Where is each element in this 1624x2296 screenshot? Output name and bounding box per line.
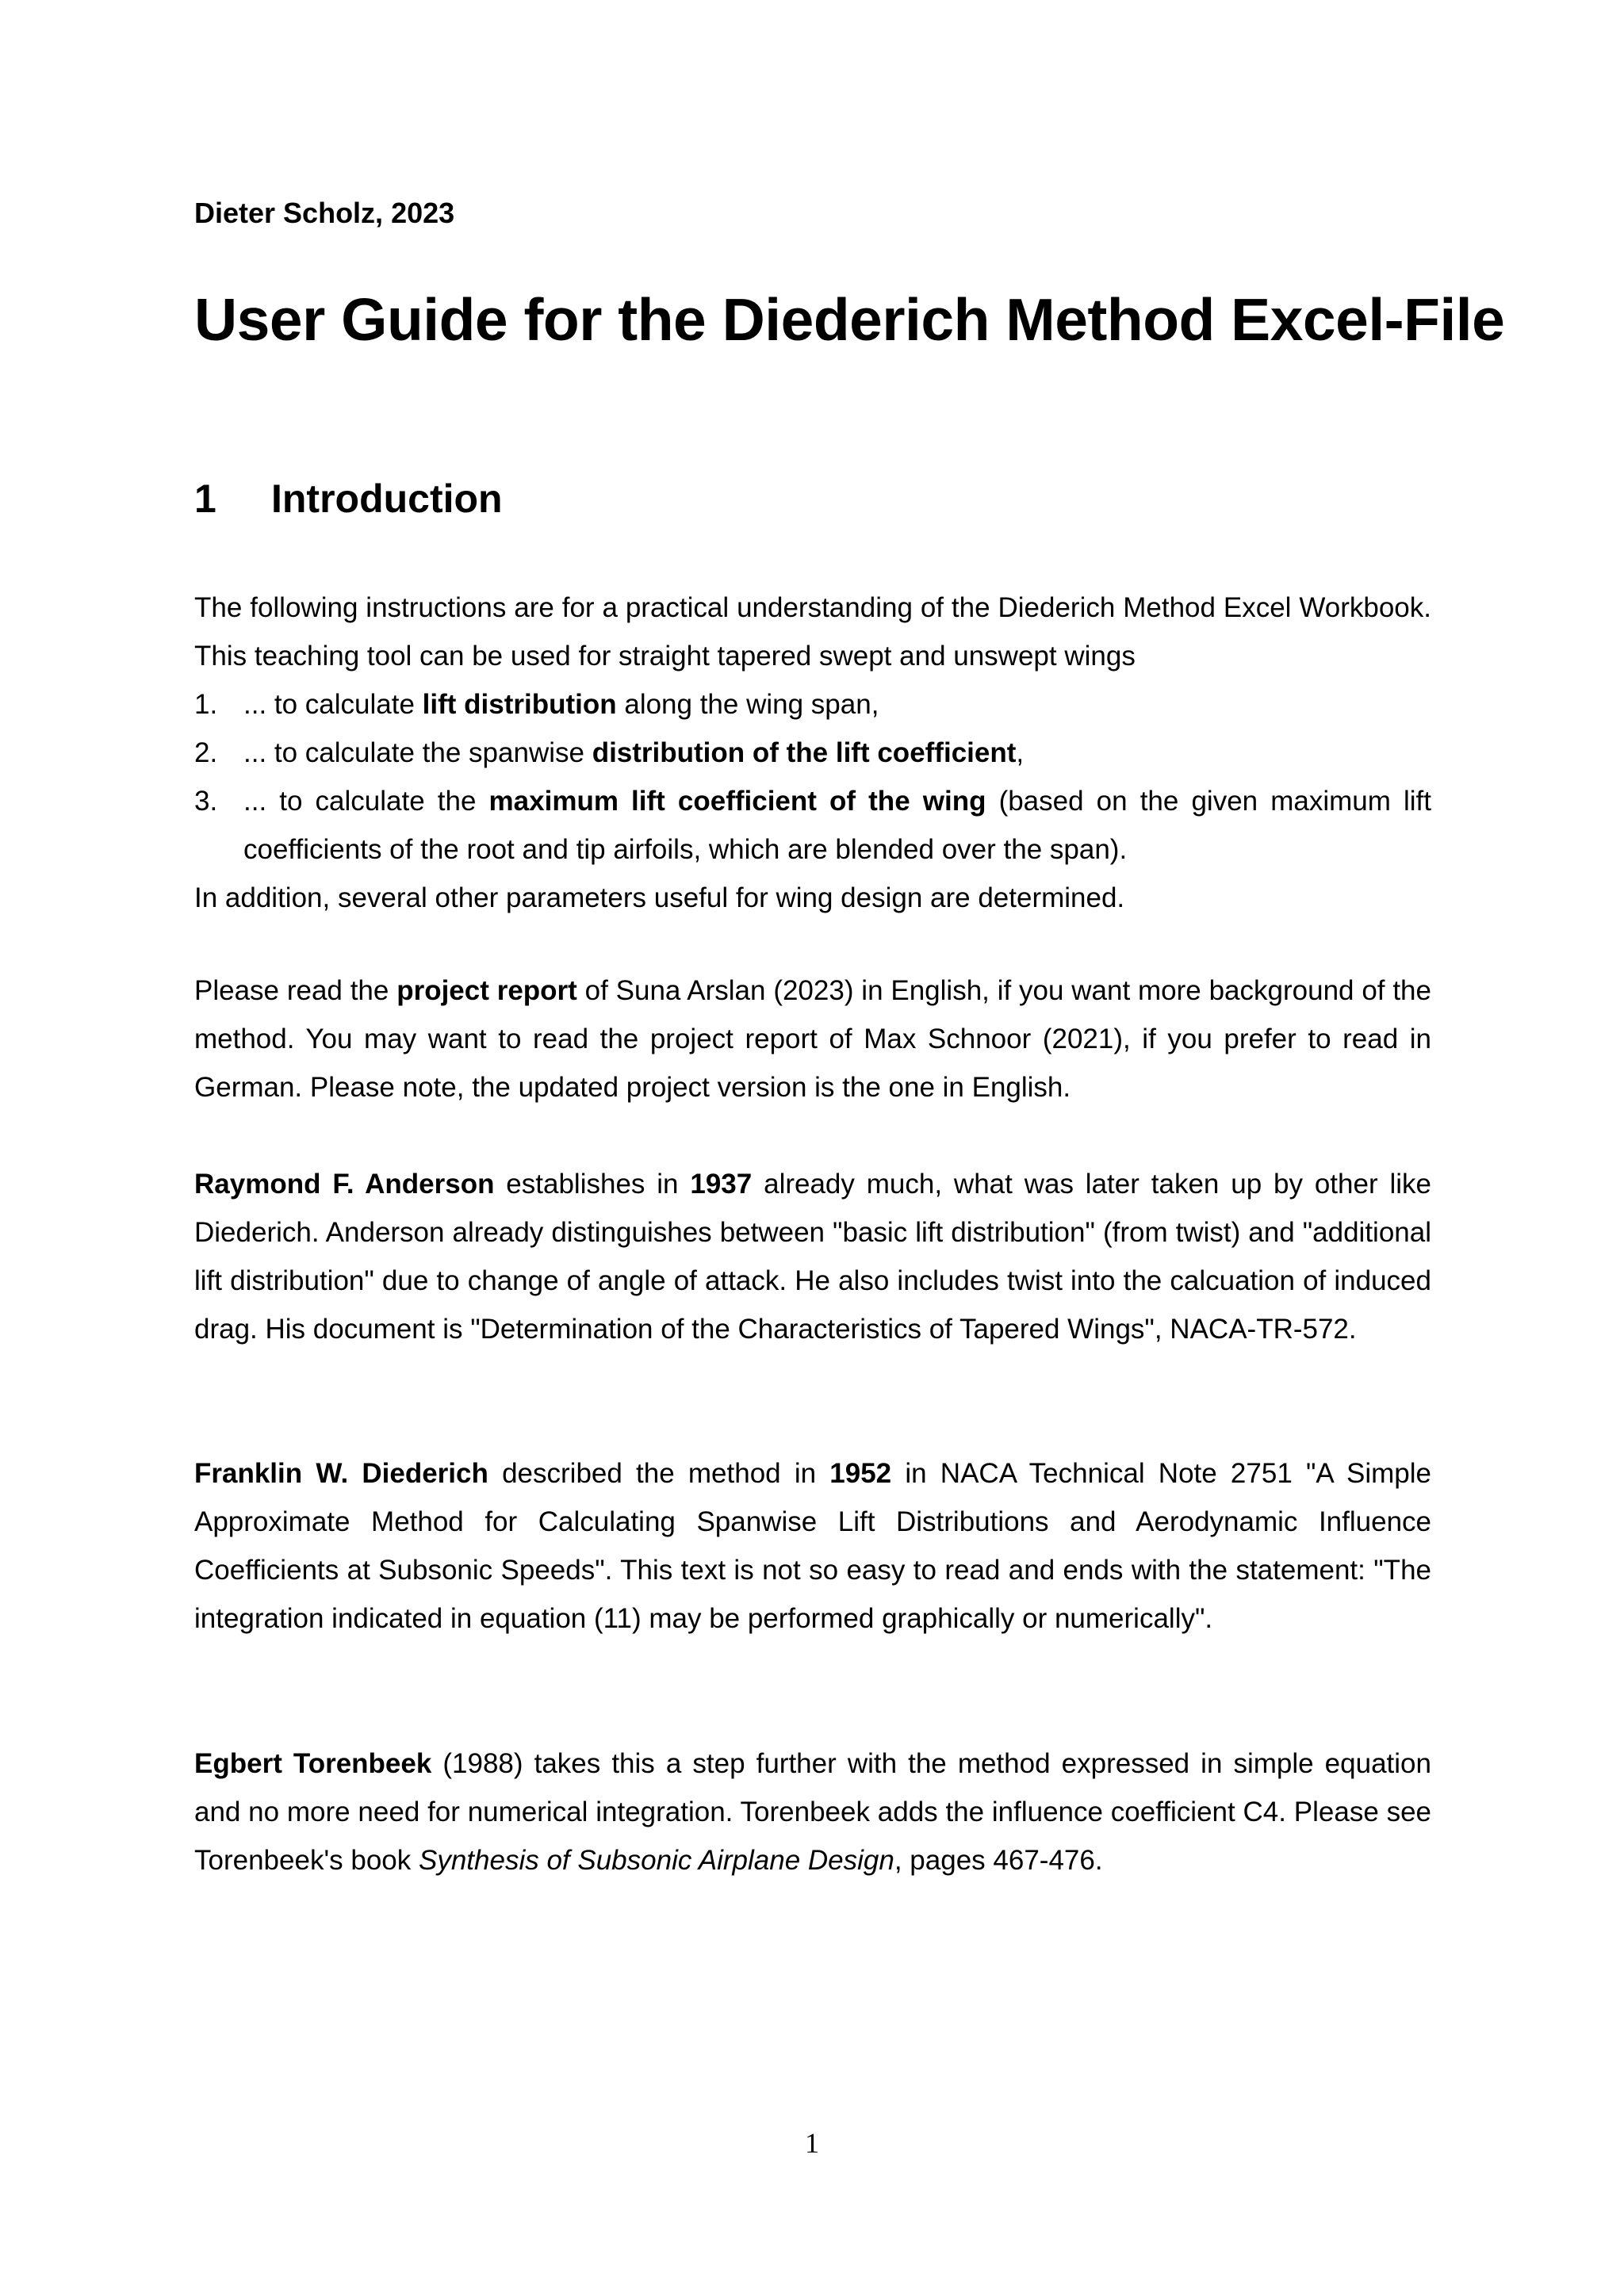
list-item-text: ... to calculate the [243,786,489,817]
list-item-emphasis: distribution of the lift coefficient [592,737,1017,768]
person-name: Egbert Torenbeek [194,1748,432,1779]
section-number: 1 [194,476,216,521]
list-item [194,680,1431,729]
list-item-text: ... to calculate [243,689,423,720]
paragraph-text-run: of Suna Arslan (2023) in English, if you want more background of the method. You may want to read the project report of Max Schnoor (2021), if you prefer to read in German. Please note, the updated project version is the one in English. [194,975,1431,1103]
list-item-text: (based on the given maximum lift coefficients of the root and tip airfoils, which are blended over the span). [243,786,1431,865]
list-item-emphasis: maximum lift coefficient of the wing [488,786,986,817]
list-item-text: , [1016,737,1025,768]
person-name: Franklin W. Diederich [194,1458,488,1489]
paragraph-text-run: (1988) takes this a step further with the method expressed in simple equation and no more need for numerical integration. Torenbeek adds the influence coefficient C4. Please see Torenbeek's book [194,1748,1431,1876]
page-number: 1 [805,2127,819,2159]
paragraph-text-run: establishes in [494,1169,691,1200]
paragraph-text-run: in NACA Technical Note 2751 "A Simple Approximate Method for Calculating Spanwise Lift Distributions and Aerodynamic Influence Coefficients at Subsonic Speeds". This text is not so easy to read and ends with the statement: "The integration indicated in equation (11) may be performed graphically or numerically". [194,1458,1432,1634]
year: 1952 [829,1458,892,1489]
intro-block [194,584,1431,922]
year: 1937 [690,1169,753,1200]
paragraph-text-run: Please read the [194,975,397,1006]
list-item-number: 3. [194,786,218,817]
intro-lead: The following instructions are for a practical understanding of the Diederich Method Excel Workbook. This teaching tool can be used for straight tapered swept and unswept wings [194,592,1431,672]
paragraph-text [194,966,1431,1112]
book-title: Synthesis of Subsonic Airplane Design [418,1845,894,1876]
author-line: Dieter Scholz, 2023 [194,197,455,229]
intro-closing: In addition, several other parameters useful for wing design are determined. [194,882,1125,913]
paragraph-emphasis: project report [396,975,577,1006]
paragraph-text-run: described the method in [488,1458,830,1489]
person-name: Raymond F. Anderson [194,1169,495,1200]
section-heading [194,476,503,522]
paragraph-diederich [194,1449,1431,1643]
paragraph-project-report [194,966,1431,1112]
paragraph-text-run: , pages 467-476. [894,1845,1103,1876]
paragraph-text [194,1739,1431,1885]
list-item-text: ... to calculate the spanwise [243,737,592,768]
paragraph-text [194,1160,1431,1353]
purpose-list [194,680,1431,874]
paragraph-torenbeek [194,1739,1431,1885]
paragraph-anderson [194,1160,1431,1353]
list-item [194,777,1431,874]
list-item [194,729,1431,777]
paragraph-text [194,1449,1431,1643]
list-item-emphasis: lift distribution [422,689,617,720]
list-item-number: 1. [194,689,218,720]
list-item-text: along the wing span, [616,689,879,720]
section-title: Introduction [271,476,503,521]
paragraph-text-run: already much, what was later taken up by other like Diederich. Anderson already distinguishes between "basic lift distribution" (from twist) and "additional lift distribution" due to change of angle of attack. He also includes twist into the calcuation of induced drag. His document is "Determination of the Characteristics of Tapered Wings", NACA-TR-572. [194,1169,1431,1345]
list-item-number: 2. [194,737,218,768]
document-title: User Guide for the Diederich Method Excel-File [194,286,1505,353]
